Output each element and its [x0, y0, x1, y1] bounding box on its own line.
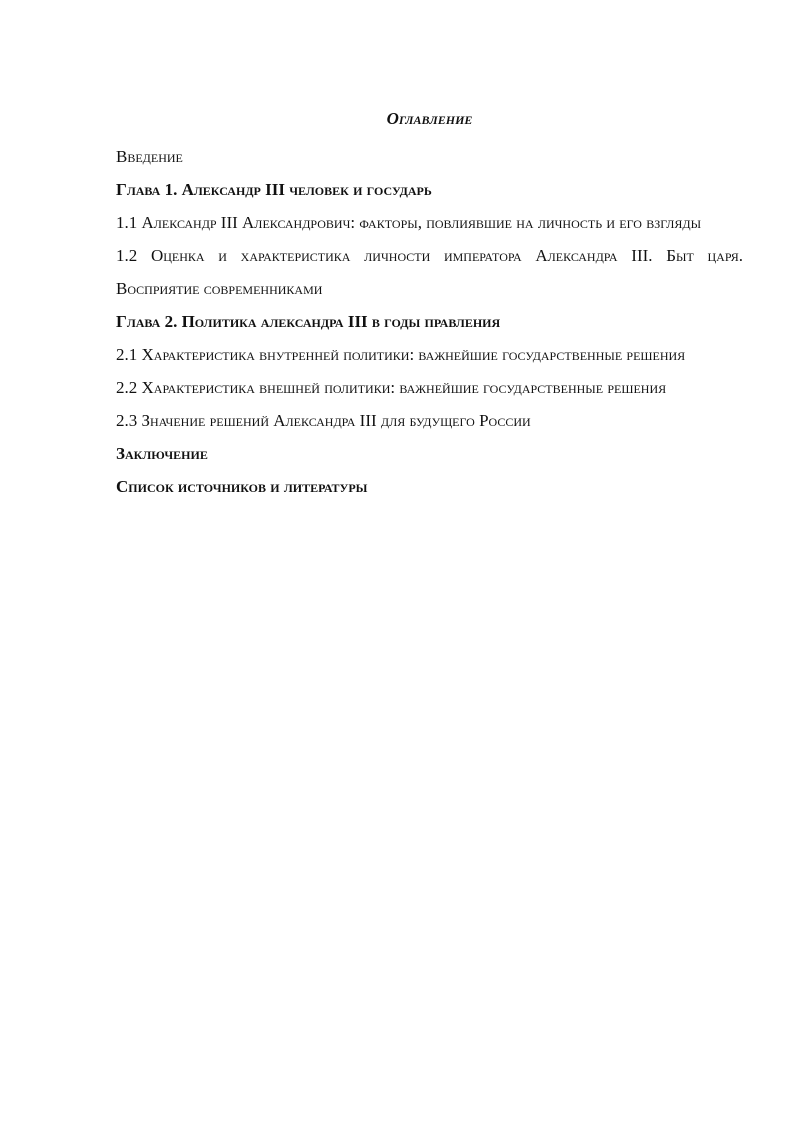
- document-page: [116, 108, 743, 503]
- toc-entry-references: Список источников и литературы: [116, 477, 368, 496]
- toc-entry-chapter-1: Глава 1. Александр III человек и государь: [116, 180, 432, 199]
- toc-entry-introduction: Введение: [116, 147, 183, 166]
- toc-entry-conclusion: Заключение: [116, 444, 208, 463]
- toc-entry-2-2: 2.2 Характеристика внешней политики: важнейшие государственные решения: [116, 378, 667, 397]
- toc-entry-1-1: 1.1 Александр III Александрович: факторы, повлиявшие на личность и его взгляды: [116, 213, 702, 232]
- toc-entry-2-1: 2.1 Характеристика внутренней политики: важнейшие государственные решения: [116, 345, 686, 364]
- toc-entry-1-2: 1.2 Оценка и характеристика личности императора Александра III. Быт царя. Восприятие современниками: [116, 246, 743, 298]
- toc-title: Оглавление: [386, 109, 473, 128]
- toc-entry-2-3: 2.3 Значение решений Александра III для будущего России: [116, 411, 531, 430]
- toc-entry-chapter-2: Глава 2. Политика александра III в годы правления: [116, 312, 501, 331]
